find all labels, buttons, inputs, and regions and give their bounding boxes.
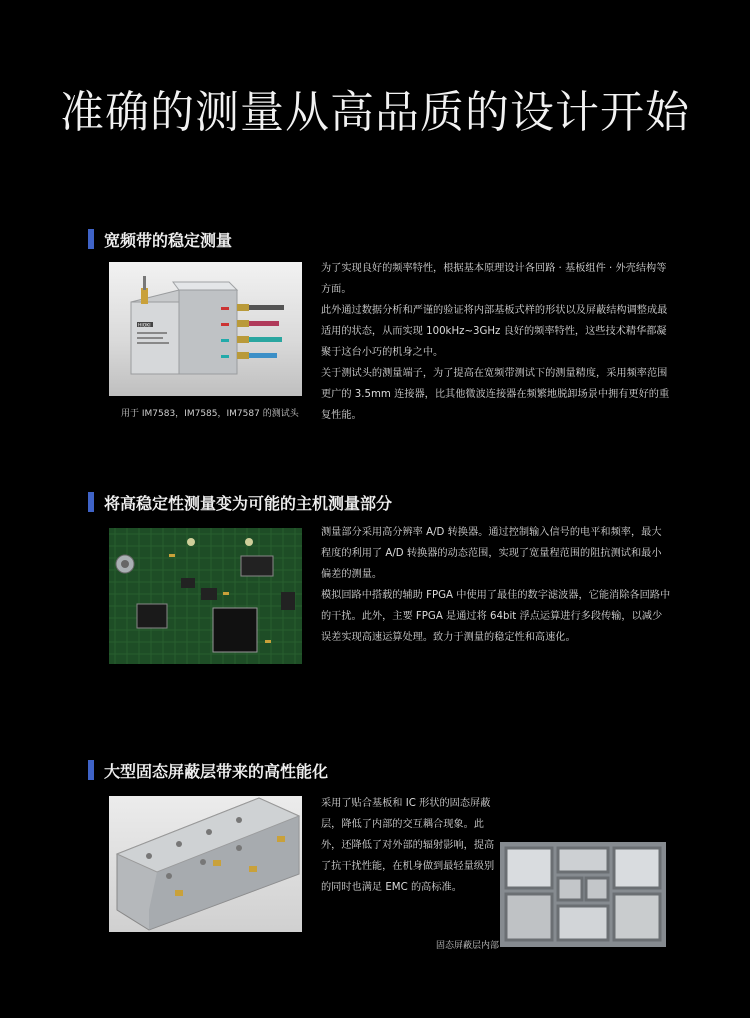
section-heading-text: 将高稳定性测量变为可能的主机测量部分 xyxy=(104,493,393,513)
device-label: HIOKI xyxy=(138,323,151,329)
accent-bar xyxy=(88,760,94,780)
pcb-image xyxy=(109,528,302,664)
shield-plate-image xyxy=(109,796,302,932)
accent-bar xyxy=(88,492,94,512)
paragraph: 为了实现良好的频率特性，根据基本原理设计各回路 · 基板组件 · 外壳结构等方面。 xyxy=(321,263,667,295)
shield-inner-image xyxy=(500,842,666,947)
section-heading-text: 宽频带的稳定测量 xyxy=(104,230,233,250)
section-heading-1 xyxy=(88,228,232,250)
section-heading-text: 大型固态屏蔽层带来的高性能化 xyxy=(104,761,329,781)
page-title: 准确的测量从高品质的设计开始 xyxy=(60,87,690,138)
accent-bar xyxy=(88,229,94,249)
test-head-image xyxy=(109,262,302,396)
section-heading-2 xyxy=(88,491,392,513)
paragraph: 此外通过数据分析和严谨的验证将内部基板式样的形状以及屏蔽结构调整成最适用的状态，从而实现 100kHz~3GHz 良好的频率特性，这些技术精华都凝聚于这台小巧的机身之中。 xyxy=(321,305,668,358)
image-caption: 用于 IM7583，IM7585，IM7587 的测试头 xyxy=(121,409,299,419)
section-heading-3 xyxy=(88,759,328,781)
paragraph: 关于测试头的测量端子，为了提高在宽频带测试下的测量精度，采用频率范围更广的 3.5mm 连接器，比其他微波连接器在频繁地脱卸场景中拥有更好的重复性能。 xyxy=(321,368,670,421)
paragraph: 测量部分采用高分辨率 A/D 转换器。通过控制输入信号的电平和频率，最大程度的利用了 A/D 转换器的动态范围，实现了宽量程范围的阻抗测试和最小偏差的测量。 xyxy=(321,527,662,580)
paragraph: 模拟回路中搭载的辅助 FPGA 中使用了最佳的数字滤波器，它能消除各回路中的干扰。此外，主要 FPGA 是通过将 64bit 浮点运算进行多段传输，以减少误差实现高速运算处理。致力于测量的稳定性和高速化。 xyxy=(321,590,671,643)
paragraph: 采用了贴合基板和 IC 形状的固态屏蔽层，降低了内部的交互耦合现象。此外，还降低了对外部的辐射影响，提高了抗干扰性能，在机身做到最轻量级别的同时也满足 EMC 的高标准。 xyxy=(321,798,495,893)
image-caption: 固态屏蔽层内部 xyxy=(436,941,500,951)
section-1-text xyxy=(321,258,671,426)
section-2-text xyxy=(321,522,671,648)
